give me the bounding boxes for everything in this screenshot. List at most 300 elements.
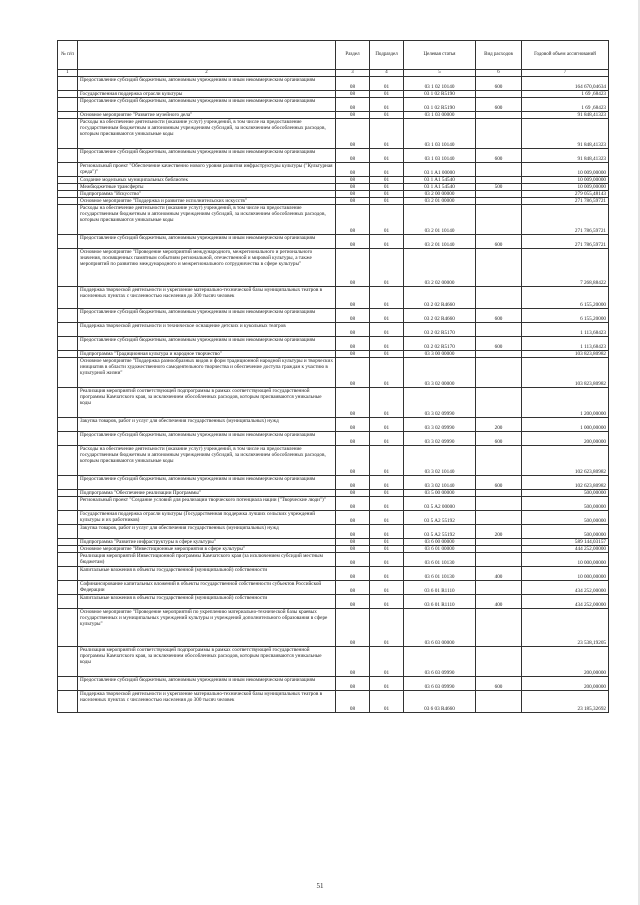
row-name-cell: Поддержка творческой деятельности и техническое оснащение детских и кукольных театров bbox=[78, 323, 336, 337]
table-row bbox=[58, 595, 609, 609]
target-article-cell: 03 1 A1 54540 bbox=[404, 184, 476, 191]
target-article-cell: 03 5 A2 55192 bbox=[404, 525, 476, 539]
razdel-cell: 08 bbox=[336, 77, 370, 91]
target-article-cell: 03 3 02 00000 bbox=[404, 358, 476, 388]
target-article-cell: 03 3 02 09990 bbox=[404, 432, 476, 446]
podrazdel-cell: 01 bbox=[370, 91, 404, 98]
razdel-cell: 08 bbox=[336, 98, 370, 112]
target-article-cell: 03 1 02 R5190 bbox=[404, 98, 476, 112]
row-name-cell: Подпрограмма "Обеспечение реализации Программы" bbox=[78, 490, 336, 497]
amount-cell: 102 623,80982 bbox=[522, 476, 609, 490]
column-number-row bbox=[58, 70, 609, 77]
row-name-cell: Предоставление субсидий бюджетным, автономным учреждениям и иным некоммерческим организациям bbox=[78, 309, 336, 323]
table-row bbox=[58, 177, 609, 184]
podrazdel-cell: 01 bbox=[370, 525, 404, 539]
row-name-cell: Основное мероприятие "Проведение мероприятий по укреплению материально-технической базы краевых государственных и муниципальных учреждений культуры и учреждений дополнительного образования в сфере культуры" bbox=[78, 609, 336, 647]
target-article-cell: 03 5 00 00000 bbox=[404, 490, 476, 497]
expense-type-cell bbox=[476, 490, 522, 497]
razdel-cell: 08 bbox=[336, 91, 370, 98]
column-number: 2 bbox=[78, 70, 336, 77]
podrazdel-cell: 01 bbox=[370, 198, 404, 205]
razdel-cell: 08 bbox=[336, 476, 370, 490]
razdel-cell: 08 bbox=[336, 287, 370, 309]
podrazdel-cell: 01 bbox=[370, 249, 404, 287]
row-name-cell: Закупка товаров, работ и услуг для обеспечения государственных (муниципальных) нужд bbox=[78, 418, 336, 432]
target-article-cell: 03 2 01 10140 bbox=[404, 205, 476, 235]
row-number-cell bbox=[58, 177, 78, 184]
target-article-cell: 03 6 01 10130 bbox=[404, 567, 476, 581]
amount-cell: 103 823,80982 bbox=[522, 351, 609, 358]
table-row bbox=[58, 205, 609, 235]
target-article-cell: 03 2 02 00000 bbox=[404, 249, 476, 287]
expense-type-cell: 600 bbox=[476, 476, 522, 490]
podrazdel-cell: 01 bbox=[370, 98, 404, 112]
table-row bbox=[58, 677, 609, 691]
row-name-cell: Расходы на обеспечение деятельности (оказание услуг) учреждений, в том числе на предоставление государственным бюджетным и автономным учреждениям субсидий, за исключением обособленных расходов, которым присваиваются уникальные коды bbox=[78, 119, 336, 149]
expense-type-cell bbox=[476, 609, 522, 647]
podrazdel-cell: 01 bbox=[370, 539, 404, 546]
row-number-cell bbox=[58, 112, 78, 119]
target-article-cell: 03 1 03 00000 bbox=[404, 112, 476, 119]
podrazdel-cell: 01 bbox=[370, 418, 404, 432]
row-name-cell: Создание модельных муниципальных библиотек bbox=[78, 177, 336, 184]
row-number-cell bbox=[58, 446, 78, 476]
row-number-cell bbox=[58, 546, 78, 553]
amount-cell: 10 009,00000 bbox=[522, 177, 609, 184]
row-name-cell: Основное мероприятие "Проведение мероприятий международного, межрегионального и регионального значения, посвященных памятным событиям региональной, отечественной и мировой культуры, а также мероприятий по развитию международного и межрегионального сотрудничества в сфере культуры" bbox=[78, 249, 336, 287]
expense-type-cell bbox=[476, 323, 522, 337]
row-number-cell bbox=[58, 595, 78, 609]
razdel-cell: 08 bbox=[336, 198, 370, 205]
row-name-cell: Реализация мероприятий соответствующей подпрограммы в рамках соответствующей государственной программы Камчатского края, за исключением обособленных расходов, которым присваиваются уникальные коды bbox=[78, 388, 336, 418]
row-name-cell: Расходы на обеспечение деятельности (оказание услуг) учреждений, в том числе на предоставление государственным бюджетным и автономным учреждениям субсидий, за исключением обособленных расходов, которым присваиваются уникальные коды bbox=[78, 205, 336, 235]
razdel-cell: 08 bbox=[336, 525, 370, 539]
razdel-cell: 08 bbox=[336, 553, 370, 567]
row-number-cell bbox=[58, 98, 78, 112]
expense-type-cell: 400 bbox=[476, 567, 522, 581]
row-name-cell: Предоставление субсидий бюджетным, автономным учреждениям и иным некоммерческим организациям bbox=[78, 98, 336, 112]
amount-cell: 589 144,03157 bbox=[522, 539, 609, 546]
row-number-cell bbox=[58, 418, 78, 432]
header-article: Целевая статья bbox=[404, 41, 476, 70]
row-name-cell: Государственная поддержка отрасли культуры (Государственная поддержка лучших сельских учреждений культуры и их работников) bbox=[78, 511, 336, 525]
amount-cell: 500,00000 bbox=[522, 511, 609, 525]
expense-type-cell: 500 bbox=[476, 184, 522, 191]
row-name-cell: Софинансирование капитальных вложений в объекты государственной собственности субъектов Российской Федерации bbox=[78, 581, 336, 595]
podrazdel-cell: 01 bbox=[370, 323, 404, 337]
table-row bbox=[58, 287, 609, 309]
podrazdel-cell: 01 bbox=[370, 553, 404, 567]
header-num: № п/п bbox=[58, 41, 78, 70]
expense-type-cell bbox=[476, 647, 522, 677]
target-article-cell: 03 5 A2 55192 bbox=[404, 511, 476, 525]
row-name-cell: Предоставление субсидий бюджетным, автономным учреждениям и иным некоммерческим организациям bbox=[78, 235, 336, 249]
row-number-cell bbox=[58, 677, 78, 691]
amount-cell: 1 113,68423 bbox=[522, 323, 609, 337]
target-article-cell: 03 2 02 R4660 bbox=[404, 309, 476, 323]
podrazdel-cell: 01 bbox=[370, 191, 404, 198]
razdel-cell: 08 bbox=[336, 184, 370, 191]
expense-type-cell bbox=[476, 358, 522, 388]
row-name-cell: Основное мероприятие "Поддержка и развитие исполнительских искусств" bbox=[78, 198, 336, 205]
target-article-cell: 03 2 02 R5170 bbox=[404, 323, 476, 337]
row-number-cell bbox=[58, 91, 78, 98]
amount-cell: 6 155,20000 bbox=[522, 287, 609, 309]
budget-table bbox=[57, 40, 609, 713]
table-row bbox=[58, 112, 609, 119]
expense-type-cell bbox=[476, 539, 522, 546]
target-article-cell: 03 3 02 09990 bbox=[404, 418, 476, 432]
expense-type-cell bbox=[476, 163, 522, 177]
table-header-row bbox=[58, 41, 609, 70]
row-number-cell bbox=[58, 647, 78, 677]
razdel-cell: 08 bbox=[336, 539, 370, 546]
row-name-cell: Подпрограмма "Традиционная культура и народное творчество" bbox=[78, 351, 336, 358]
table-row bbox=[58, 351, 609, 358]
row-number-cell bbox=[58, 191, 78, 198]
table-row bbox=[58, 525, 609, 539]
row-number-cell bbox=[58, 539, 78, 546]
amount-cell: 103 823,80982 bbox=[522, 358, 609, 388]
row-number-cell bbox=[58, 525, 78, 539]
expense-type-cell: 200 bbox=[476, 525, 522, 539]
expense-type-cell bbox=[476, 119, 522, 149]
expense-type-cell bbox=[476, 497, 522, 511]
razdel-cell: 08 bbox=[336, 418, 370, 432]
amount-cell: 500,00000 bbox=[522, 497, 609, 511]
header-razdel: Раздел bbox=[336, 41, 370, 70]
amount-cell: 200,00000 bbox=[522, 432, 609, 446]
razdel-cell: 08 bbox=[336, 112, 370, 119]
podrazdel-cell: 01 bbox=[370, 235, 404, 249]
row-name-cell: Региональный проект "Создание условий для реализации творческого потенциала нации ("Творческие люди")" bbox=[78, 497, 336, 511]
row-number-cell bbox=[58, 163, 78, 177]
table-row bbox=[58, 249, 609, 287]
target-article-cell: 03 6 01 00000 bbox=[404, 546, 476, 553]
table-row bbox=[58, 77, 609, 91]
target-article-cell: 03 3 02 09990 bbox=[404, 388, 476, 418]
podrazdel-cell: 01 bbox=[370, 647, 404, 677]
amount-cell: 434 252,00000 bbox=[522, 595, 609, 609]
table-row bbox=[58, 539, 609, 546]
table-row bbox=[58, 418, 609, 432]
row-name-cell: Предоставление субсидий бюджетным, автономным учреждениям и иным некоммерческим организациям bbox=[78, 432, 336, 446]
row-name-cell: Региональный проект "Обеспечение качественно нового уровня развития инфраструктуры культуры ("Культурная среда")" bbox=[78, 163, 336, 177]
row-number-cell bbox=[58, 476, 78, 490]
table-row bbox=[58, 511, 609, 525]
target-article-cell: 03 6 03 R4660 bbox=[404, 691, 476, 713]
expense-type-cell bbox=[476, 287, 522, 309]
target-article-cell: 03 6 01 10130 bbox=[404, 553, 476, 567]
podrazdel-cell: 01 bbox=[370, 490, 404, 497]
row-name-cell: Подпрограмма "Развитие инфраструктуры в сфере культуры" bbox=[78, 539, 336, 546]
table-row bbox=[58, 337, 609, 351]
row-name-cell: Основное мероприятие "Поддержка разнообразных видов и форм традиционной народной культуры и творческих инициатив в области художественного самодеятельного творчества и обеспечение доступа граждан к участию в культурной жизни" bbox=[78, 358, 336, 388]
row-name-cell: Подпрограмма "Искусство" bbox=[78, 191, 336, 198]
row-number-cell bbox=[58, 337, 78, 351]
row-number-cell bbox=[58, 490, 78, 497]
table-row bbox=[58, 691, 609, 713]
amount-cell: 1 69 ,68423 bbox=[522, 98, 609, 112]
header-amount: Годовой объем ассигнований bbox=[522, 41, 609, 70]
row-number-cell bbox=[58, 388, 78, 418]
table-row bbox=[58, 149, 609, 163]
podrazdel-cell: 01 bbox=[370, 677, 404, 691]
target-article-cell: 03 6 03 00000 bbox=[404, 609, 476, 647]
row-name-cell: Предоставление субсидий бюджетным, автономным учреждениям и иным некоммерческим организациям bbox=[78, 337, 336, 351]
row-name-cell: Предоставление субсидий бюджетным, автономным учреждениям и иным некоммерческим организациям bbox=[78, 77, 336, 91]
row-name-cell: Реализация мероприятий соответствующей подпрограммы в рамках соответствующей государственной программы Камчатского края, за исключением обособленных расходов, которым присваиваются уникальные коды bbox=[78, 647, 336, 677]
expense-type-cell: 600 bbox=[476, 98, 522, 112]
razdel-cell: 08 bbox=[336, 581, 370, 595]
table-row bbox=[58, 358, 609, 388]
target-article-cell: 03 2 02 R5170 bbox=[404, 337, 476, 351]
target-article-cell: 03 1 03 10140 bbox=[404, 119, 476, 149]
target-article-cell: 03 2 00 00000 bbox=[404, 191, 476, 198]
expense-type-cell bbox=[476, 553, 522, 567]
amount-cell: 271 786,59721 bbox=[522, 235, 609, 249]
table-row bbox=[58, 581, 609, 595]
razdel-cell: 08 bbox=[336, 497, 370, 511]
amount-cell: 279 055,48143 bbox=[522, 191, 609, 198]
razdel-cell: 08 bbox=[336, 149, 370, 163]
podrazdel-cell: 01 bbox=[370, 567, 404, 581]
razdel-cell: 08 bbox=[336, 119, 370, 149]
target-article-cell: 03 6 03 09990 bbox=[404, 677, 476, 691]
podrazdel-cell: 01 bbox=[370, 497, 404, 511]
expense-type-cell: 600 bbox=[476, 309, 522, 323]
target-article-cell: 03 1 02 R5190 bbox=[404, 91, 476, 98]
row-number-cell bbox=[58, 323, 78, 337]
amount-cell: 91 848,41323 bbox=[522, 112, 609, 119]
expense-type-cell: 400 bbox=[476, 595, 522, 609]
column-number: 7 bbox=[522, 70, 609, 77]
table-row bbox=[58, 446, 609, 476]
row-name-cell: Предоставление субсидий бюджетным, автономным учреждениям и иным некоммерческим организациям bbox=[78, 476, 336, 490]
table-row bbox=[58, 235, 609, 249]
row-name-cell: Межбюджетные трансферты bbox=[78, 184, 336, 191]
row-number-cell bbox=[58, 691, 78, 713]
expense-type-cell bbox=[476, 581, 522, 595]
row-name-cell: Основное мероприятие "Развитие музейного дела" bbox=[78, 112, 336, 119]
razdel-cell: 08 bbox=[336, 490, 370, 497]
podrazdel-cell: 01 bbox=[370, 432, 404, 446]
razdel-cell: 08 bbox=[336, 235, 370, 249]
amount-cell: 200,00000 bbox=[522, 677, 609, 691]
target-article-cell: 03 5 A2 00000 bbox=[404, 497, 476, 511]
amount-cell: 102 623,80982 bbox=[522, 446, 609, 476]
table-row bbox=[58, 490, 609, 497]
expense-type-cell: 600 bbox=[476, 77, 522, 91]
page-number: 51 bbox=[316, 882, 324, 890]
expense-type-cell: 600 bbox=[476, 432, 522, 446]
expense-type-cell bbox=[476, 191, 522, 198]
table-row bbox=[58, 497, 609, 511]
razdel-cell: 08 bbox=[336, 677, 370, 691]
podrazdel-cell: 01 bbox=[370, 351, 404, 358]
amount-cell: 1 200,00000 bbox=[522, 388, 609, 418]
table-row bbox=[58, 184, 609, 191]
row-number-cell bbox=[58, 432, 78, 446]
table-row bbox=[58, 647, 609, 677]
razdel-cell: 08 bbox=[336, 446, 370, 476]
column-number: 1 bbox=[58, 70, 78, 77]
amount-cell: 444 252,00000 bbox=[522, 546, 609, 553]
razdel-cell: 08 bbox=[336, 205, 370, 235]
table-row bbox=[58, 309, 609, 323]
table-row bbox=[58, 553, 609, 567]
target-article-cell: 03 1 02 10140 bbox=[404, 77, 476, 91]
amount-cell: 1 000,00000 bbox=[522, 418, 609, 432]
expense-type-cell bbox=[476, 388, 522, 418]
expense-type-cell: 600 bbox=[476, 337, 522, 351]
podrazdel-cell: 01 bbox=[370, 358, 404, 388]
table-row bbox=[58, 91, 609, 98]
amount-cell: 200,00000 bbox=[522, 647, 609, 677]
expense-type-cell bbox=[476, 205, 522, 235]
amount-cell: 1 69 ,68423 bbox=[522, 91, 609, 98]
row-number-cell bbox=[58, 497, 78, 511]
razdel-cell: 08 bbox=[336, 358, 370, 388]
expense-type-cell: 600 bbox=[476, 149, 522, 163]
amount-cell: 7 268,88422 bbox=[522, 249, 609, 287]
amount-cell: 91 848,41323 bbox=[522, 119, 609, 149]
podrazdel-cell: 01 bbox=[370, 691, 404, 713]
target-article-cell: 03 1 A1 54540 bbox=[404, 177, 476, 184]
podrazdel-cell: 01 bbox=[370, 511, 404, 525]
podrazdel-cell: 01 bbox=[370, 546, 404, 553]
table-row bbox=[58, 432, 609, 446]
row-name-cell: Предоставление субсидий бюджетным, автономным учреждениям и иным некоммерческим организациям bbox=[78, 677, 336, 691]
header-podrazdel: Подраздел bbox=[370, 41, 404, 70]
row-name-cell: Закупка товаров, работ и услуг для обеспечения государственных (муниципальных) нужд bbox=[78, 525, 336, 539]
amount-cell: 271 786,59721 bbox=[522, 205, 609, 235]
row-number-cell bbox=[58, 119, 78, 149]
expense-type-cell bbox=[476, 691, 522, 713]
amount-cell: 10 000,00000 bbox=[522, 567, 609, 581]
razdel-cell: 08 bbox=[336, 595, 370, 609]
table-row bbox=[58, 98, 609, 112]
podrazdel-cell: 01 bbox=[370, 595, 404, 609]
table-row bbox=[58, 476, 609, 490]
expense-type-cell bbox=[476, 249, 522, 287]
row-number-cell bbox=[58, 287, 78, 309]
target-article-cell: 03 3 02 10140 bbox=[404, 476, 476, 490]
header-name bbox=[78, 41, 336, 70]
expense-type-cell bbox=[476, 91, 522, 98]
razdel-cell: 08 bbox=[336, 546, 370, 553]
expense-type-cell bbox=[476, 112, 522, 119]
row-name-cell: Основное мероприятие "Инвестиционные мероприятия в сфере культуры" bbox=[78, 546, 336, 553]
razdel-cell: 08 bbox=[336, 609, 370, 647]
razdel-cell: 08 bbox=[336, 647, 370, 677]
amount-cell: 23 185,32692 bbox=[522, 691, 609, 713]
razdel-cell: 08 bbox=[336, 691, 370, 713]
target-article-cell: 03 1 03 10140 bbox=[404, 149, 476, 163]
target-article-cell: 03 3 00 00000 bbox=[404, 351, 476, 358]
header-vid: Вид расходов bbox=[476, 41, 522, 70]
amount-cell: 10 009,00000 bbox=[522, 163, 609, 177]
razdel-cell: 08 bbox=[336, 309, 370, 323]
podrazdel-cell: 01 bbox=[370, 163, 404, 177]
podrazdel-cell: 01 bbox=[370, 581, 404, 595]
row-number-cell bbox=[58, 358, 78, 388]
target-article-cell: 03 3 02 10140 bbox=[404, 446, 476, 476]
amount-cell: 271 786,59721 bbox=[522, 198, 609, 205]
expense-type-cell: 600 bbox=[476, 677, 522, 691]
row-number-cell bbox=[58, 511, 78, 525]
razdel-cell: 08 bbox=[336, 388, 370, 418]
podrazdel-cell: 01 bbox=[370, 609, 404, 647]
column-number: 5 bbox=[404, 70, 476, 77]
row-name-cell: Капитальные вложения в объекты государственной (муниципальной) собственности bbox=[78, 595, 336, 609]
razdel-cell: 08 bbox=[336, 249, 370, 287]
target-article-cell: 03 2 02 R4660 bbox=[404, 287, 476, 309]
expense-type-cell bbox=[476, 446, 522, 476]
razdel-cell: 08 bbox=[336, 323, 370, 337]
podrazdel-cell: 01 bbox=[370, 446, 404, 476]
razdel-cell: 08 bbox=[336, 163, 370, 177]
row-number-cell bbox=[58, 581, 78, 595]
row-number-cell bbox=[58, 77, 78, 91]
row-number-cell bbox=[58, 205, 78, 235]
table-row bbox=[58, 119, 609, 149]
amount-cell: 164 670,04634 bbox=[522, 77, 609, 91]
target-article-cell: 03 6 00 00000 bbox=[404, 539, 476, 546]
expense-type-cell bbox=[476, 351, 522, 358]
amount-cell: 500,00000 bbox=[522, 525, 609, 539]
table-row bbox=[58, 323, 609, 337]
razdel-cell: 08 bbox=[336, 337, 370, 351]
podrazdel-cell: 01 bbox=[370, 184, 404, 191]
target-article-cell: 03 6 01 R1110 bbox=[404, 581, 476, 595]
row-number-cell bbox=[58, 184, 78, 191]
expense-type-cell bbox=[476, 546, 522, 553]
amount-cell: 10 000,00000 bbox=[522, 553, 609, 567]
table-row bbox=[58, 388, 609, 418]
row-number-cell bbox=[58, 609, 78, 647]
podrazdel-cell: 01 bbox=[370, 287, 404, 309]
podrazdel-cell: 01 bbox=[370, 112, 404, 119]
budget-table-container bbox=[57, 40, 608, 713]
podrazdel-cell: 01 bbox=[370, 476, 404, 490]
row-number-cell bbox=[58, 351, 78, 358]
row-name-cell: Поддержка творческой деятельности и укрепление материально-технической базы муниципальных театров в населенных пунктах с численностью населения до 300 тысяч человек bbox=[78, 691, 336, 713]
podrazdel-cell: 01 bbox=[370, 205, 404, 235]
row-number-cell bbox=[58, 149, 78, 163]
razdel-cell: 08 bbox=[336, 567, 370, 581]
table-row bbox=[58, 546, 609, 553]
amount-cell: 10 009,00000 bbox=[522, 184, 609, 191]
expense-type-cell bbox=[476, 511, 522, 525]
amount-cell: 434 252,00000 bbox=[522, 581, 609, 595]
podrazdel-cell: 01 bbox=[370, 149, 404, 163]
table-row bbox=[58, 567, 609, 581]
expense-type-cell bbox=[476, 198, 522, 205]
table-row bbox=[58, 163, 609, 177]
razdel-cell: 08 bbox=[336, 511, 370, 525]
row-name-cell: Капитальные вложения в объекты государственной (муниципальной) собственности bbox=[78, 567, 336, 581]
target-article-cell: 03 2 01 10140 bbox=[404, 235, 476, 249]
row-name-cell: Поддержка творческой деятельности и укрепление материально-технической базы муниципальных театров в населенных пунктах с численностью населения до 300 тысяч человек bbox=[78, 287, 336, 309]
expense-type-cell: 600 bbox=[476, 235, 522, 249]
column-number: 3 bbox=[336, 70, 370, 77]
row-name-cell: Государственная поддержка отрасли культуры bbox=[78, 91, 336, 98]
target-article-cell: 03 6 01 R1110 bbox=[404, 595, 476, 609]
target-article-cell: 03 2 01 00000 bbox=[404, 198, 476, 205]
target-article-cell: 03 6 03 09990 bbox=[404, 647, 476, 677]
row-name-cell: Реализация мероприятий Инвестиционной программы Камчатского края (за исключением субсидий местным бюджетам) bbox=[78, 553, 336, 567]
